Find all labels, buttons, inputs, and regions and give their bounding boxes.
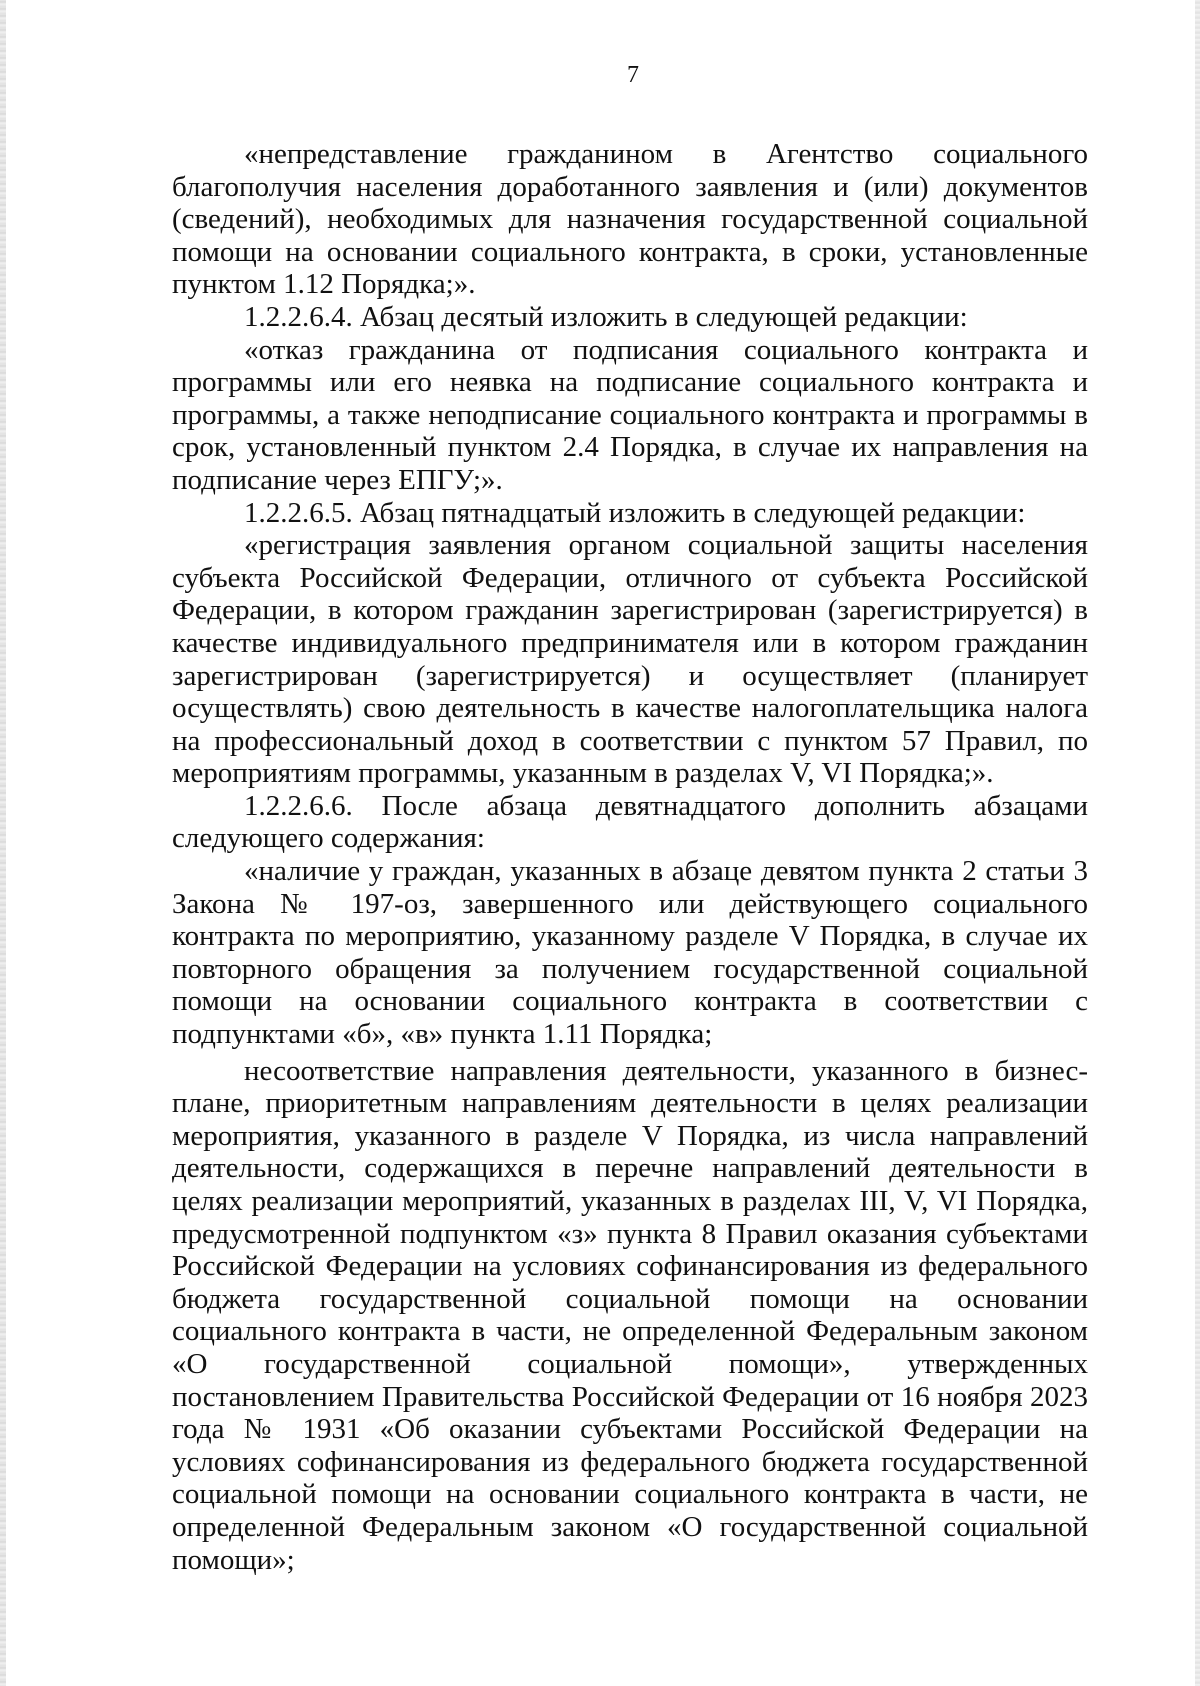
scan-edge-right (1195, 0, 1200, 1686)
paragraph-section-1-2-2-6-4: 1.2.2.6.4. Абзац десятый изложить в следующей редакции: (244, 300, 968, 333)
document-body (172, 138, 1088, 1576)
paragraph-registration: «регистрация заявления органом социальной защиты населения субъекта Российской Федерации, отличного от субъекта Российской Федерации, в котором гражданин зарегистрирован (зарегистрируется) в качестве индивидуального предпринимателя или в котором гражданин зарегистрирован (зарегистрируется) и осуществляет (планирует осуществлять) свою деятельность в качестве налогоплательщика налога на профессиональный доход в соответствии с пунктом 57 Правил, по мероприятиям программы, указанным в разделах V, VI Порядка;». (172, 529, 1088, 790)
paragraph-refusal-to-sign: «отказ гражданина от подписания социального контракта и программы или его неявка на подписание социального контракта и программы, а также неподписание социального контракта и программы в срок, установленный пунктом 2.4 Порядка, в случае их направления на подписание через ЕПГУ;». (172, 333, 1088, 496)
paragraph-section-1-2-2-6-6: 1.2.2.6.6. После абзаца девятнадцатого дополнить абзацами следующего содержания: (172, 789, 1088, 855)
paragraph-nonsubmission: «непредставление гражданином в Агентство социального благополучия населения доработанного заявления и (или) документов (сведений), необходимых для назначения государственной социальной помощи на основании социального контракта, в сроки, установленные пунктом 1.12 Порядка;». (172, 138, 1088, 301)
paragraph-existing-contract: «наличие у граждан, указанных в абзаце девятом пункта 2 статьи 3 Закона № 197-оз, завершенного или действующего социального контракта по мероприятию, указанному разделе V Порядка, в случае их повторного обращения за получением государственной социальной помощи на основании социального контракта в соответствии с подпунктами «б», «в» пункта 1.11 Порядка; (172, 855, 1088, 1051)
page-number: 7 (627, 62, 639, 88)
paragraph-section-1-2-2-6-5: 1.2.2.6.5. Абзац пятнадцатый изложить в следующей редакции: (244, 496, 1026, 529)
paragraph-business-plan-mismatch: несоответствие направления деятельности, указанного в бизнес-плане, приоритетным направлениям деятельности в целях реализации мероприятия, указанного в разделе V Порядка, из числа направлений деятельности, содержащихся в перечне направлений деятельности в целях реализации мероприятий, указанных в разделах III, V, VI Порядка, предусмотренной подпунктом «з» пункта 8 Правил оказания субъектами Российской Федерации на условиях софинансирования из федерального бюджета государственной социальной помощи на основании социального контракта в части, не определенной Федеральным законом «О государственной социальной помощи», утвержденных постановлением Правительства Российской Федерации от 16 ноября 2023 года № 1931 «Об оказании субъектами Российской Федерации на условиях софинансирования из федерального бюджета государственной социальной помощи на основании социального контракта в части, не определенной Федеральным законом «О государственной социальной помощи»; (172, 1054, 1088, 1576)
scan-edge-left (0, 0, 6, 1686)
